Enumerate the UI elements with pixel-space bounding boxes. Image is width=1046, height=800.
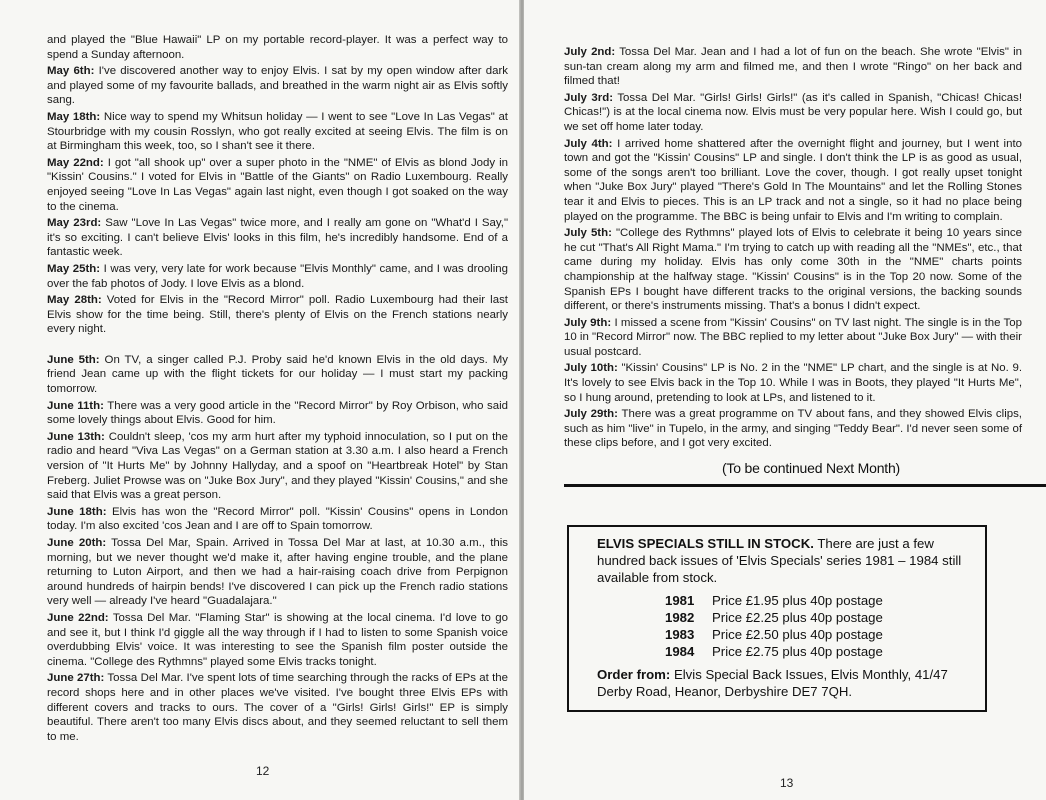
entry-text: I arrived home shattered after the overnight flight and journey, but I went into town and got the "Kissin' Cousins" LP and single. I don't think the LP is as good as usual, some of the songs aren't too brilliant. Love the cover, though. I got really upset tonight when "Juke Box Jury" played "There's Gold In The Mountains" and let the Rolling Stones tear it and Elvis to pieces. This is an LP track and not a single, so it had no place being played on the programme. The BBC is being unfair to Elvis and I'm writing to complain. <box>564 137 1022 223</box>
entry-date: July 4th: <box>564 137 613 150</box>
entry-date: July 10th: <box>564 362 618 375</box>
diary-entry <box>47 353 508 397</box>
entry-text: Tossa Del Mar. Jean and I had a lot of fun on the beach. She wrote "Elvis" in sun-tan cream along my arm and filmed me, and then I wrote "Ringo" on her back and filmed that! <box>564 46 1022 88</box>
price-text: Price £2.50 plus 40p postage <box>712 627 883 643</box>
entry-text: Tossa Del Mar. "Girls! Girls! Girls!" (as it's called in Spanish, "Chicas! Chicas! Chicas!") is at the local cinema now. Elvis must be very popular here. Wish I could go, but we set off home later today. <box>564 91 1023 133</box>
page-number: 12 <box>256 764 270 778</box>
may-entries <box>47 64 508 337</box>
price-text: Price £2.75 plus 40p postage <box>712 644 883 660</box>
diary-entry <box>564 316 1022 360</box>
price-year: 1981 <box>665 593 695 609</box>
price-row <box>665 643 975 660</box>
price-text: Price £1.95 plus 40p postage <box>712 593 883 609</box>
entry-date: July 9th: <box>564 316 612 329</box>
intro-paragraph: and played the "Blue Hawaii" LP on my portable record-player. It was a perfect way to spend a Sunday afternoon. <box>47 34 508 61</box>
entry-text: I was very, very late for work because "Elvis Monthly" came, and I was drooling over the fab photos of Jody. I love Elvis as a blond. <box>47 262 508 290</box>
entry-text: I've discovered another way to enjoy Elvis. I sat by my open window after dark and played some of my favourite ballads, and breathed in the warm night air as Elvis softly sang. <box>47 65 508 107</box>
entry-text: "College des Rythmns" played lots of Elvis to celebrate it being 10 years since he cut "That's All Right Mama." I'm trying to catch up with reading all the "NMEs", etc., that came during my holiday. Elvis has only come 30th in the "NME" charts points championship at the halfway stage. "Kissin' Cousins" is in the Top 20 now. Some of the Spanish EPs I bought have different tracks to the original versions, the backing sounds different, or there's instruments missing. That's a bonus I didn't expect. <box>564 227 1022 313</box>
entry-text: Nice way to spend my Whitsun holiday — I went to see "Love In Las Vegas" at Stourbridge with my cousin Rosslyn, who got really excited at seeing Elvis. The film is on at Birmingham this week, too, so I shan't see it there. <box>47 110 508 153</box>
section-gap <box>47 339 508 353</box>
entry-text: There was a great programme on TV about fans, and they showed Elvis clips, such as him "live" in Tupelo, in the army, and singing "Teddy Bear". I'd never seen some of these clips before, and I got very excited. <box>564 408 1022 450</box>
entry-date: June 5th: <box>47 353 100 366</box>
entry-text: I got "all shook up" over a super photo in the "NME" of Elvis as blond Jody in "Kissin' Cousins." I voted for Elvis in "Battle of the Giants" on Radio Luxembourg. Really enjoyed seeing "Love In Las Vegas" again last night, even though I got soaked on the way to the cinema. <box>47 156 508 213</box>
entry-date: July 5th: <box>564 227 612 240</box>
diary-entry <box>564 45 1022 89</box>
ad-intro <box>597 535 975 586</box>
diary-entry <box>564 361 1022 405</box>
entry-text: Couldn't sleep, 'cos my arm hurt after my typhoid innoculation, so I put on the radio and heard "Viva Las Vegas" on a German station at 3.30 a.m. I also heard a French version of "It Hurts Me" by Johnny Hallyday, and a spoof on "Heartbreak Hotel" by Stan Freberg. Juliet Prowse was on "Juke Box Jury", and they played "Kissin' Cousins," and she said that Elvis was a great person. <box>47 430 509 502</box>
entry-date: June 27th: <box>47 672 105 685</box>
diary-entry <box>47 399 508 428</box>
entry-date: May 22nd: <box>47 156 104 169</box>
entry-date: May 28th: <box>47 294 102 307</box>
entry-date: June 20th: <box>47 537 107 549</box>
right-page <box>524 0 1046 800</box>
june-entries <box>47 353 508 744</box>
diary-entry <box>47 64 508 108</box>
diary-entry <box>47 262 508 291</box>
entry-date: June 22nd: <box>47 611 109 624</box>
order-info <box>597 666 975 700</box>
ad-heading: ELVIS SPECIALS STILL IN STOCK. <box>597 536 814 552</box>
diary-entry <box>47 505 508 534</box>
diary-entry <box>47 430 508 503</box>
price-year: 1982 <box>665 610 695 626</box>
diary-entry <box>47 110 508 154</box>
entry-date: July 29th: <box>564 408 618 421</box>
diary-entry <box>47 536 508 609</box>
order-label: Order from: <box>597 667 671 683</box>
price-row <box>665 592 975 609</box>
price-row <box>665 626 975 643</box>
entry-text: Saw "Love In Las Vegas" twice more, and I really am gone on "What'd I Say," it's so exciting. I can't believe Elvis' looks in this film, he's incredibly handsome. End of a fantastic week. <box>47 217 508 259</box>
entry-text: "Kissin' Cousins" LP is No. 2 in the "NME" LP chart, and the single is at No. 9. It's lovely to see Elvis back in the Top 10. While I was in Boots, they played "It Hurts Me", so I hung around, pretending to look at LPs, and listened to it. <box>564 362 1023 404</box>
entry-text: I missed a scene from "Kissin' Cousins" on TV last night. The single is in the Top 10 in "Record Mirror" now. The BBC replied to my letter about "Juke Box Jury" — with their usual postcard. <box>564 316 1023 358</box>
continued-note: (To be continued Next Month) <box>721 460 901 477</box>
diary-entry <box>47 156 508 214</box>
diary-entry <box>564 407 1022 451</box>
diary-entry <box>564 226 1022 314</box>
diary-entry <box>47 671 508 744</box>
entry-date: June 18th: <box>47 505 107 518</box>
section-divider <box>564 484 1046 487</box>
entry-text: Tossa Del Mar. "Flaming Star" is showing at the local cinema. I'd love to go and see it, but I think I'd giggle all the way through if I had to listen to some Spanish voice overdubbing Elvis' voice. It was interesting to see the Spanish film poster outside the cinema. "College des Rythmns" played some Elvis tracks tonight. <box>47 611 508 668</box>
entry-date: June 11th: <box>47 399 104 412</box>
entry-date: May 23rd: <box>47 217 102 230</box>
diary-entry <box>564 137 1022 225</box>
entry-date: May 18th: <box>47 110 101 123</box>
diary-entry <box>47 293 508 337</box>
entry-date: June 13th: <box>47 430 105 443</box>
july-entries <box>564 45 1022 451</box>
entry-text: Elvis has won the "Record Mirror" poll. "Kissin' Cousins" opens in London today. I'm also excited 'cos Jean and I are off to Spain tomorrow. <box>47 505 508 533</box>
entry-text: Tossa Del Mar, Spain. Arrived in Tossa Del Mar at last, at 10.30 a.m., this morning, but we never thought we'd make it, after having engine trouble, and the plane returning to Luton Airport, and then we had a hair-raising coach drive from Perpignon around hundreds of hairpin bends! I've discovered I can pick up the French radio stations very well — already I've heard "Guadalajara." <box>47 537 508 608</box>
entry-text: On TV, a singer called P.J. Proby said he'd known Elvis in the old days. My friend Jean came up with the flight tickets for our holiday — I must start my packing tomorrow. <box>47 353 508 396</box>
left-page <box>0 0 520 800</box>
price-year: 1984 <box>665 644 695 660</box>
entry-text: Voted for Elvis in the "Record Mirror" poll. Radio Luxembourg had their last Elvis show for the time being. Still, there's plenty of Elvis on the French stations nearly every night. <box>47 294 508 336</box>
elvis-specials-ad <box>567 525 987 712</box>
diary-entry <box>47 216 508 260</box>
order-address: Elvis Special Back Issues, Elvis Monthly, 41/47 Derby Road, Heanor, Derbyshire DE7 7QH. <box>597 667 948 700</box>
price-text: Price £2.25 plus 40p postage <box>712 610 883 626</box>
entry-date: July 2nd: <box>564 46 616 58</box>
ad-body: There are just a few hundred back issues of 'Elvis Specials' series 1981 – 1984 still available from stock. <box>597 536 962 586</box>
entry-text: There was a very good article in the "Record Mirror" by Roy Orbison, who said some lovely things about Elvis. Good for him. <box>47 399 508 427</box>
page-number: 13 <box>780 776 794 790</box>
diary-entry <box>564 91 1022 135</box>
price-year: 1983 <box>665 627 695 643</box>
price-row <box>665 609 975 626</box>
entry-text: Tossa Del Mar. I've spent lots of time searching through the racks of EPs at the record shops here and in other places we've visited. I've bought three Elvis EPs with different covers and tracks to ours. The cover of a "Girls! Girls! Girls!" EP is simply beautiful. There aren't too many Elvis discs about, and they seemed reluctant to sell them to me. <box>47 672 508 743</box>
entry-date: July 3rd: <box>564 91 614 104</box>
price-list <box>665 592 975 660</box>
entry-date: May 25th: <box>47 262 101 275</box>
entry-date: May 6th: <box>47 65 95 78</box>
diary-entry <box>47 611 508 669</box>
